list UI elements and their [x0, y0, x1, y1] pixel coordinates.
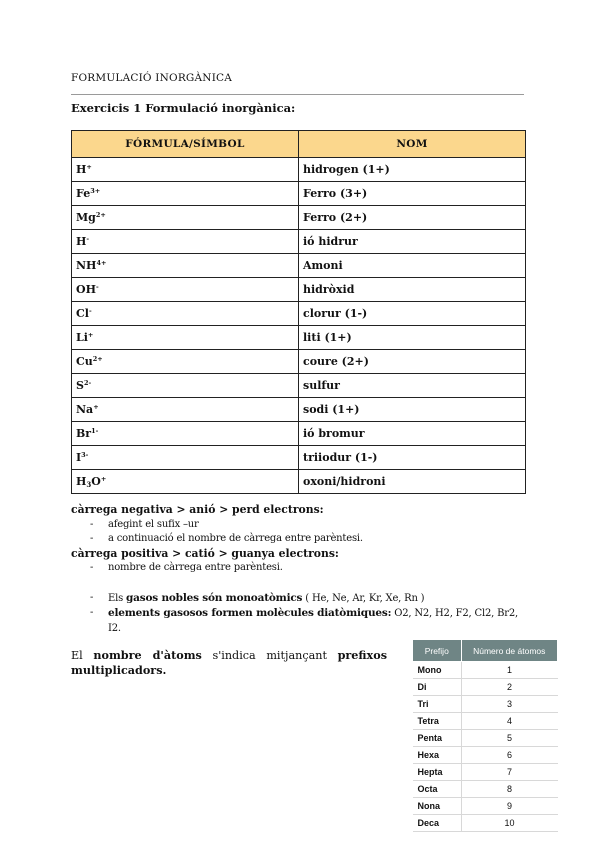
negative-charge-heading: càrrega negativa > anió > perd electrons:: [71, 503, 324, 516]
prefix-cell: Mono: [413, 662, 462, 679]
formula-charge: -: [88, 307, 92, 315]
atom-count-cell: 8: [461, 781, 558, 798]
list-item: [71, 532, 531, 547]
formula-base: Fe: [76, 187, 91, 200]
prefix-text-part: s'indica mitjançant: [201, 649, 338, 662]
formula-cell: [72, 470, 299, 494]
prefix-text-bold: nombre d'àtoms: [93, 648, 202, 662]
name-cell: sodi (1+): [299, 398, 526, 422]
formula-base: H: [76, 474, 87, 488]
table-row: [413, 764, 558, 781]
table-row: [413, 679, 558, 696]
name-cell: ió hidrur: [299, 230, 526, 254]
name-cell: hidrogen (1+): [299, 158, 526, 182]
table-row: [72, 470, 526, 494]
list-item-text: nombre de càrrega entre parèntesi.: [108, 562, 283, 573]
atom-count-cell: 9: [461, 798, 558, 815]
formula-cell: [72, 398, 299, 422]
formula-table: [71, 130, 526, 494]
name-cell: sulfur: [299, 374, 526, 398]
dash-bullet: -: [90, 591, 94, 603]
formula-base: OH: [76, 283, 96, 296]
dash-bullet: -: [90, 518, 94, 530]
header-divider: [71, 94, 524, 95]
prefix-cell: Di: [413, 679, 462, 696]
atom-count-cell: 1: [461, 662, 558, 679]
table-row: [72, 350, 526, 374]
dash-bullet: -: [90, 533, 94, 544]
name-cell: Ferro (2+): [299, 206, 526, 230]
table-row: [413, 713, 558, 730]
formula-charge: +: [86, 163, 92, 171]
header-formula: FÓRMULA/SÍMBOL: [72, 131, 299, 158]
name-cell: Amoni: [299, 254, 526, 278]
formula-base: Li: [76, 331, 88, 344]
list-item: [71, 561, 531, 576]
formula-table-header-row: [72, 131, 526, 158]
prefix-cell: Tetra: [413, 713, 462, 730]
header-name: NOM: [299, 131, 526, 158]
noble-gases-item: [71, 591, 531, 607]
table-row: [413, 696, 558, 713]
formula-base: Na: [76, 403, 94, 416]
table-row: [413, 815, 558, 832]
formula-base: Mg: [76, 211, 96, 224]
table-row: [72, 278, 526, 302]
formula-charge: +: [93, 403, 99, 411]
diatomic-bold: elements gasosos formen molècules diatòmiques:: [108, 607, 392, 619]
prefix-cell: Tri: [413, 696, 462, 713]
prefix-cell: Hepta: [413, 764, 462, 781]
document-header: FORMULACIÓ INORGÀNICA: [71, 72, 233, 84]
prefix-paragraph: [71, 648, 387, 678]
name-cell: Ferro (3+): [299, 182, 526, 206]
name-cell: triiodur (1-): [299, 446, 526, 470]
table-row: [72, 446, 526, 470]
formula-cell: [72, 326, 299, 350]
formula-cell: [72, 350, 299, 374]
noble-bold: gasos nobles són monoatòmics: [126, 591, 303, 604]
noble-pre: Els: [108, 592, 127, 604]
table-row: [72, 206, 526, 230]
name-cell: hidròxid: [299, 278, 526, 302]
table-row: [72, 302, 526, 326]
atom-count-cell: 2: [461, 679, 558, 696]
atom-count-cell: 7: [461, 764, 558, 781]
prefix-table: [412, 639, 558, 832]
formula-charge: 2+: [95, 211, 106, 219]
formula-charge: 2+: [92, 355, 103, 363]
exercise-title: Exercicis 1 Formulació inorgànica:: [71, 101, 296, 115]
formula-base: H: [76, 163, 87, 176]
formula-charge: 4+: [96, 259, 107, 267]
formula-charge: 2-: [83, 379, 92, 387]
table-row: [72, 230, 526, 254]
prefix-table-header-row: [413, 640, 558, 662]
formula-subscript: 3: [86, 479, 92, 489]
formula-charge: -: [95, 283, 99, 291]
name-cell: clorur (1-): [299, 302, 526, 326]
formula-base: H: [76, 235, 87, 248]
prefix-text-bold: prefixos multiplicadors.: [71, 648, 387, 677]
formula-cell: [72, 302, 299, 326]
prefix-cell: Deca: [413, 815, 462, 832]
formula-cell: [72, 206, 299, 230]
formula-base: Cl: [76, 307, 89, 320]
table-row: [72, 398, 526, 422]
prefix-cell: Penta: [413, 730, 462, 747]
formula-base: Br: [76, 427, 92, 440]
dash-bullet: -: [90, 562, 94, 573]
name-cell: liti (1+): [299, 326, 526, 350]
formula-base: Cu: [76, 355, 93, 368]
prefix-text-part: El: [71, 649, 94, 662]
table-row: [72, 326, 526, 350]
atom-count-cell: 4: [461, 713, 558, 730]
atom-count-cell: 10: [461, 815, 558, 832]
formula-cell: [72, 278, 299, 302]
formula-cell: [72, 254, 299, 278]
formula-cell: [72, 374, 299, 398]
table-row: [413, 730, 558, 747]
formula-cell: [72, 230, 299, 254]
formula-cell: [72, 422, 299, 446]
formula-cell: [72, 158, 299, 182]
table-row: [413, 781, 558, 798]
formula-cell: [72, 446, 299, 470]
noble-post: ( He, Ne, Ar, Kr, Xe, Rn ): [302, 592, 425, 604]
atom-count-cell: 3: [461, 696, 558, 713]
formula-charge: 1-: [91, 427, 99, 435]
table-row: [72, 254, 526, 278]
formula-base: S: [76, 379, 84, 392]
diatomic-post: O2, N2, H2, F2, Cl2, Br2, I2.: [108, 608, 518, 634]
table-row: [413, 747, 558, 764]
table-row: [72, 158, 526, 182]
table-row: [72, 374, 526, 398]
formula-cell: [72, 182, 299, 206]
table-row: [413, 798, 558, 815]
atom-count-cell: 5: [461, 730, 558, 747]
table-row: [72, 182, 526, 206]
header-atom-count: Número de átomos: [461, 640, 558, 662]
dash-bullet: -: [90, 607, 94, 618]
list-item-text: afegint el sufix –ur: [108, 518, 199, 530]
name-cell: oxoni/hidroni: [299, 470, 526, 494]
notes-section: [71, 503, 531, 636]
prefix-cell: Nona: [413, 798, 462, 815]
name-cell: coure (2+): [299, 350, 526, 374]
name-cell: ió bromur: [299, 422, 526, 446]
formula-charge: -: [86, 235, 90, 243]
prefix-cell: Octa: [413, 781, 462, 798]
formula-charge: 3-: [81, 451, 89, 459]
formula-charge: +: [87, 331, 94, 339]
formula-base: NH: [76, 259, 97, 272]
formula-charge: 3+: [90, 187, 101, 195]
header-prefix: Prefijo: [413, 640, 462, 662]
table-row: [413, 662, 558, 679]
formula-charge: +: [100, 474, 107, 483]
prefix-cell: Hexa: [413, 747, 462, 764]
table-row: [72, 422, 526, 446]
formula-base-2: O: [91, 474, 101, 488]
list-item-text: a continuació el nombre de càrrega entre parèntesi.: [108, 533, 363, 544]
formula-base: I: [76, 451, 82, 464]
diatomic-item: [71, 606, 531, 636]
positive-charge-heading: càrrega positiva > catió > guanya electrons:: [71, 546, 339, 560]
list-item: [71, 518, 531, 533]
atom-count-cell: 6: [461, 747, 558, 764]
